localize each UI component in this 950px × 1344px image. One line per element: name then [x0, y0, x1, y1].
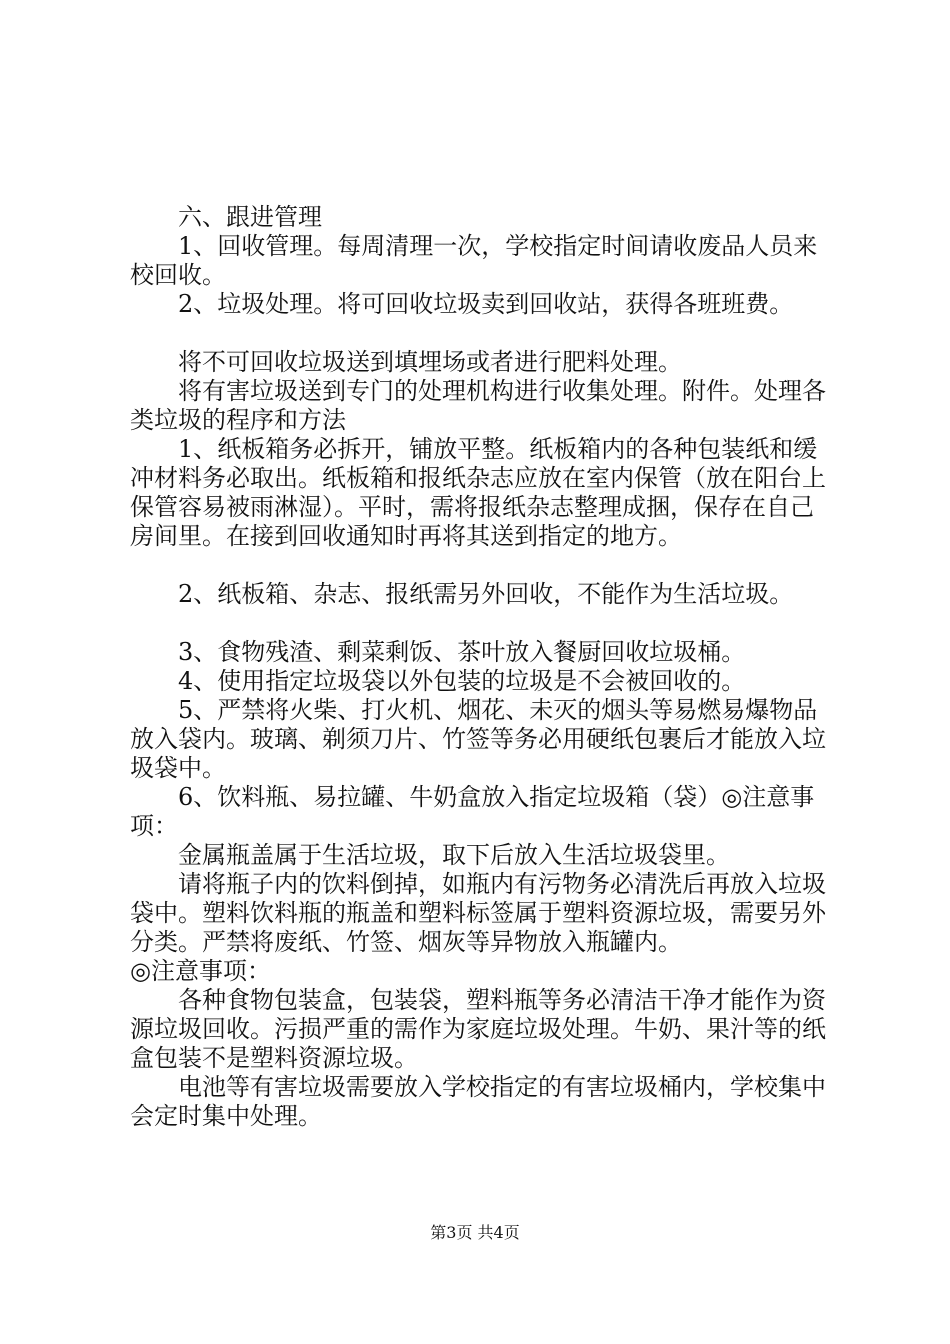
blank-line	[130, 609, 830, 638]
paragraph: 请将瓶子内的饮料倒掉，如瓶内有污物务必清洗后再放入垃圾袋中。塑料饮料瓶的瓶盖和塑料标签属于塑料资源垃圾，需要另外分类。严禁将废纸、竹签、烟灰等异物放入瓶罐内。	[130, 870, 826, 956]
paragraph: 电池等有害垃圾需要放入学校指定的有害垃圾桶内，学校集中会定时集中处理。	[130, 1073, 826, 1130]
section-heading: 六、跟进管理	[178, 203, 322, 231]
paragraph: 5、严禁将火柴、打火机、烟花、未灭的烟头等易燃易爆物品放入袋内。玻璃、剃须刀片、竹签等务必用硬纸包裹后才能放入垃圾袋中。	[130, 696, 826, 782]
page-footer	[0, 1220, 950, 1243]
paragraph: 2、纸板箱、杂志、报纸需另外回收，不能作为生活垃圾。	[178, 580, 794, 608]
paragraph: 1、回收管理。每周清理一次，学校指定时间请收废品人员来校回收。	[130, 232, 818, 289]
paragraph: 3、食物残渣、剩菜剩饭、茶叶放入餐厨回收垃圾桶。	[178, 638, 746, 666]
blank-line	[130, 319, 830, 348]
note-heading: ◎注意事项：	[130, 957, 271, 985]
paragraph: 2、垃圾处理。将可回收垃圾卖到回收站，获得各班班费。	[178, 290, 794, 318]
paragraph: 各种食物包装盒，包装袋，塑料瓶等务必清洁干净才能作为资源垃圾回收。污损严重的需作为家庭垃圾处理。牛奶、果汁等的纸盒包装不是塑料资源垃圾。	[130, 986, 826, 1072]
paragraph: 将不可回收垃圾送到填埋场或者进行肥料处理。	[178, 348, 682, 376]
paragraph: 4、使用指定垃圾袋以外包装的垃圾是不会被回收的。	[178, 667, 746, 695]
page-number: 第3页 共4页	[430, 1223, 520, 1242]
document-body	[130, 203, 830, 1131]
paragraph: 金属瓶盖属于生活垃圾，取下后放入生活垃圾袋里。	[178, 841, 730, 869]
blank-line	[130, 551, 830, 580]
paragraph: 1、纸板箱务必拆开，铺放平整。纸板箱内的各种包装纸和缓冲材料务必取出。纸板箱和报纸杂志应放在室内保管（放在阳台上保管容易被雨淋湿）。平时，需将报纸杂志整理成捆，保存在自己房间里。在接到回收通知时再将其送到指定的地方。	[130, 435, 826, 550]
paragraph: 6、饮料瓶、易拉罐、牛奶盒放入指定垃圾箱（袋）◎注意事项：	[130, 783, 815, 840]
paragraph: 将有害垃圾送到专门的处理机构进行收集处理。附件。处理各类垃圾的程序和方法	[130, 377, 826, 434]
